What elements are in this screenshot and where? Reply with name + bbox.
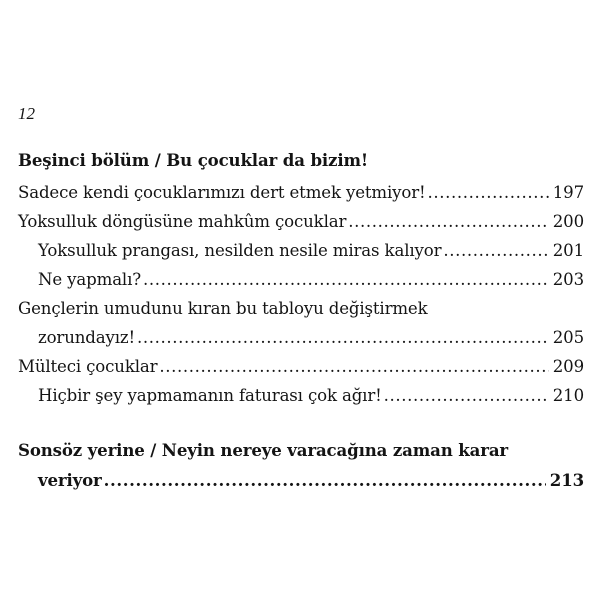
epilogue-continuation[interactable] xyxy=(38,470,584,490)
dot-leader xyxy=(443,241,548,260)
toc-entry-page: 209 xyxy=(552,357,584,376)
epilogue-page: 213 xyxy=(549,470,584,490)
toc-entry-title: Yoksulluk prangası, nesilden nesile miras kalıyor xyxy=(38,241,442,260)
toc-entry-page: 200 xyxy=(552,212,584,231)
toc-entry-page: 203 xyxy=(552,270,584,289)
toc-entry-title: Mülteci çocuklar xyxy=(18,357,158,376)
toc-entry-title: Yoksulluk döngüsüne mahkûm çocuklar xyxy=(18,212,347,231)
page-number: 12 xyxy=(18,104,35,123)
toc-entry-title: Gençlerin umudunu kıran bu tabloyu değiştirmek xyxy=(18,299,428,318)
dot-leader xyxy=(159,357,548,376)
toc-entry-page: 197 xyxy=(552,183,584,202)
dot-leader xyxy=(428,183,549,202)
epilogue-title: Sonsöz yerine / Neyin nereye varacağına zaman karar xyxy=(18,440,509,460)
chapter-heading xyxy=(18,150,368,170)
toc-entry[interactable] xyxy=(18,357,584,376)
dot-leader xyxy=(143,270,549,289)
toc-subentry[interactable] xyxy=(38,241,584,260)
dot-leader xyxy=(104,470,546,490)
toc-entry-page: 201 xyxy=(552,241,584,260)
epilogue-heading[interactable] xyxy=(18,440,584,460)
toc-entry-title: Hiçbir şey yapmamanın faturası çok ağır! xyxy=(38,386,382,405)
toc-entry-continuation[interactable] xyxy=(38,328,584,347)
toc-entry-page: 205 xyxy=(552,328,584,347)
toc-subentry[interactable] xyxy=(38,386,584,405)
toc-subentry[interactable] xyxy=(38,270,584,289)
toc-entry-title-continued: zorundayız! xyxy=(38,328,135,347)
toc-entry-title: Sadece kendi çocuklarımızı dert etmek yetmiyor! xyxy=(18,183,426,202)
toc-entry-page: 210 xyxy=(552,386,584,405)
toc-entry[interactable] xyxy=(18,183,584,202)
toc-entry-first-line[interactable] xyxy=(18,299,428,318)
dot-leader xyxy=(384,386,549,405)
epilogue-title-continued: veriyor xyxy=(38,470,102,490)
dot-leader xyxy=(137,328,549,347)
dot-leader xyxy=(348,212,549,231)
toc-entry-title: Ne yapmalı? xyxy=(38,270,141,289)
chapter-title: Beşinci bölüm / Bu çocuklar da bizim! xyxy=(18,150,369,170)
toc-entry[interactable] xyxy=(18,212,584,231)
